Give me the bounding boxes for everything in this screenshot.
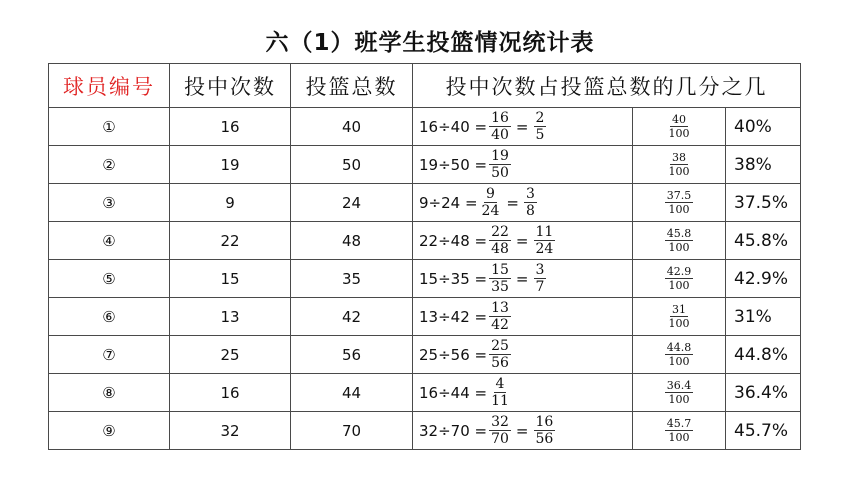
fraction-simple [489, 376, 511, 409]
calculation-cell [413, 260, 633, 298]
fraction-hundredths-denominator: 100 [668, 431, 690, 444]
fraction-simple [489, 300, 511, 333]
fraction-reduced-denominator: 56 [535, 431, 554, 447]
hundredths-cell [633, 336, 726, 374]
made-count-cell: 16 [170, 374, 291, 412]
fraction-reduced [534, 224, 556, 257]
total-shots-cell: 50 [291, 146, 413, 184]
fraction-reduced-denominator: 7 [535, 279, 545, 295]
fraction-hundredths [667, 151, 692, 178]
percent-cell: 44.8% [726, 336, 801, 374]
hundredths-cell [633, 298, 726, 336]
hundredths-cell [633, 222, 726, 260]
fraction-reduced-numerator: 16 [535, 414, 554, 430]
fraction-hundredths-numerator: 37.5 [666, 189, 692, 202]
fraction-simple-numerator: 9 [486, 186, 495, 202]
table-row [49, 146, 801, 184]
made-count-cell: 13 [170, 298, 291, 336]
table-row [49, 184, 801, 222]
fraction-simple [489, 338, 511, 371]
calculation-cell [413, 184, 633, 222]
division-expression: 16÷40 = [419, 117, 488, 136]
player-number-cell: ② [49, 146, 170, 184]
fraction-simple-denominator: 24 [481, 203, 500, 219]
table-row [49, 336, 801, 374]
division-expression: 16÷44 = [419, 383, 488, 402]
player-number-cell: ⑨ [49, 412, 170, 450]
hundredths-cell [633, 260, 726, 298]
total-shots-cell: 42 [291, 298, 413, 336]
equals-sign: = [515, 231, 529, 250]
fraction-simple [480, 186, 502, 219]
fraction-hundredths-denominator: 100 [668, 317, 690, 330]
calculation [419, 336, 632, 373]
percent-cell: 45.7% [726, 412, 801, 450]
fraction-simple-numerator: 32 [491, 414, 509, 430]
division-expression: 9÷24 = [419, 193, 478, 212]
hundredths-cell [633, 374, 726, 412]
player-number-cell: ① [49, 108, 170, 146]
fraction-reduced-numerator: 2 [535, 110, 545, 126]
fraction-simple-denominator: 40 [491, 127, 509, 143]
made-count-cell: 32 [170, 412, 291, 450]
fraction-hundredths-denominator: 100 [668, 165, 690, 178]
header-total-shots: 投篮总数 [291, 64, 413, 108]
calculation [419, 222, 632, 259]
statistics-table [48, 63, 801, 450]
fraction-reduced-denominator: 5 [535, 127, 545, 143]
player-number-cell: ③ [49, 184, 170, 222]
table-row [49, 374, 801, 412]
made-count-cell: 15 [170, 260, 291, 298]
fraction-simple-denominator: 50 [491, 165, 509, 181]
calculation-cell [413, 412, 633, 450]
percent-cell: 31% [726, 298, 801, 336]
fraction-hundredths-denominator: 100 [668, 279, 690, 292]
percent-cell: 42.9% [726, 260, 801, 298]
fraction-hundredths [665, 341, 694, 368]
fraction-simple [489, 262, 511, 295]
table-row [49, 108, 801, 146]
fraction-reduced-numerator: 11 [535, 224, 554, 240]
fraction-simple-denominator: 11 [491, 393, 509, 409]
fraction-reduced-numerator: 3 [535, 262, 545, 278]
made-count-cell: 9 [170, 184, 291, 222]
made-count-cell: 22 [170, 222, 291, 260]
fraction-simple-numerator: 25 [491, 338, 509, 354]
made-count-cell: 19 [170, 146, 291, 184]
division-expression: 13÷42 = [419, 307, 488, 326]
fraction-simple-numerator: 13 [491, 300, 509, 316]
fraction-simple-numerator: 15 [491, 262, 509, 278]
fraction-hundredths-numerator: 31 [672, 303, 686, 316]
fraction-simple-numerator: 22 [491, 224, 509, 240]
hundredths-cell [633, 108, 726, 146]
table-row [49, 260, 801, 298]
total-shots-cell: 44 [291, 374, 413, 412]
percent-cell: 36.4% [726, 374, 801, 412]
total-shots-cell: 70 [291, 412, 413, 450]
fraction-hundredths [665, 227, 694, 254]
fraction-simple-numerator: 4 [495, 376, 505, 392]
fraction-hundredths-denominator: 100 [668, 355, 690, 368]
percent-cell: 40% [726, 108, 801, 146]
fraction-hundredths-numerator: 36.4 [666, 379, 692, 392]
calculation-cell [413, 222, 633, 260]
player-number-cell: ⑧ [49, 374, 170, 412]
fraction-hundredths-denominator: 100 [668, 203, 690, 216]
total-shots-cell: 40 [291, 108, 413, 146]
division-expression: 15÷35 = [419, 269, 488, 288]
equals-sign: = [515, 117, 529, 136]
fraction-hundredths [665, 417, 694, 444]
calculation-cell [413, 374, 633, 412]
fraction-hundredths-numerator: 38 [672, 151, 686, 164]
total-shots-cell: 48 [291, 222, 413, 260]
fraction-hundredths-denominator: 100 [668, 241, 690, 254]
fraction-hundredths-numerator: 42.9 [666, 265, 692, 278]
page-title: 六（1）班学生投篮情况统计表 [265, 30, 595, 56]
fraction-simple [489, 110, 511, 143]
player-number-cell: ④ [49, 222, 170, 260]
calculation [419, 146, 632, 183]
fraction-simple-denominator: 42 [491, 317, 509, 333]
division-expression: 25÷56 = [419, 345, 488, 364]
fraction-simple [489, 224, 511, 257]
calculation [419, 412, 632, 449]
fraction-simple-denominator: 56 [491, 355, 509, 371]
fraction-reduced-numerator: 3 [525, 186, 535, 202]
header-player-number: 球员编号 [49, 64, 170, 108]
fraction-hundredths [665, 379, 694, 406]
hundredths-cell [633, 412, 726, 450]
calculation [419, 298, 632, 335]
header-row [49, 64, 801, 108]
total-shots-cell: 35 [291, 260, 413, 298]
calculation-cell [413, 298, 633, 336]
player-number-cell: ⑥ [49, 298, 170, 336]
percent-cell: 37.5% [726, 184, 801, 222]
calculation-cell [413, 336, 633, 374]
fraction-reduced-denominator: 24 [535, 241, 554, 257]
equals-sign: = [515, 421, 529, 440]
division-expression: 32÷70 = [419, 421, 488, 440]
header-fraction: 投中次数占投篮总数的几分之几 [413, 64, 801, 108]
fraction-hundredths [667, 303, 692, 330]
fraction-simple-denominator: 70 [491, 431, 509, 447]
fraction-simple-numerator: 19 [491, 148, 509, 164]
fraction-reduced [534, 262, 547, 295]
player-number-cell: ⑤ [49, 260, 170, 298]
table-row [49, 412, 801, 450]
made-count-cell: 16 [170, 108, 291, 146]
hundredths-cell [633, 146, 726, 184]
fraction-hundredths [667, 113, 692, 140]
total-shots-cell: 24 [291, 184, 413, 222]
made-count-cell: 25 [170, 336, 291, 374]
fraction-hundredths-numerator: 45.7 [666, 417, 692, 430]
division-expression: 22÷48 = [419, 231, 488, 250]
fraction-hundredths-numerator: 44.8 [666, 341, 692, 354]
calculation [419, 374, 632, 411]
calculation-cell [413, 146, 633, 184]
percent-cell: 38% [726, 146, 801, 184]
fraction-hundredths [665, 189, 694, 216]
player-number-cell: ⑦ [49, 336, 170, 374]
calculation [419, 260, 632, 297]
calculation [419, 184, 632, 221]
division-expression: 19÷50 = [419, 155, 488, 174]
fraction-simple [489, 414, 511, 447]
fraction-hundredths-denominator: 100 [668, 393, 690, 406]
table-row [49, 222, 801, 260]
total-shots-cell: 56 [291, 336, 413, 374]
equals-sign: = [515, 269, 529, 288]
fraction-reduced-denominator: 8 [525, 203, 535, 219]
fraction-simple [489, 148, 511, 181]
fraction-simple-numerator: 16 [491, 110, 509, 126]
table-row [49, 298, 801, 336]
hundredths-cell [633, 184, 726, 222]
fraction-hundredths-numerator: 45.8 [666, 227, 692, 240]
fraction-simple-denominator: 48 [491, 241, 509, 257]
fraction-reduced [524, 186, 537, 219]
fraction-reduced [534, 110, 547, 143]
equals-sign: = [506, 193, 519, 212]
fraction-hundredths [665, 265, 694, 292]
percent-cell: 45.8% [726, 222, 801, 260]
header-made-count: 投中次数 [170, 64, 291, 108]
fraction-reduced [534, 414, 556, 447]
calculation-cell [413, 108, 633, 146]
fraction-hundredths-denominator: 100 [668, 127, 690, 140]
fraction-simple-denominator: 35 [491, 279, 509, 295]
calculation [419, 108, 632, 145]
fraction-hundredths-numerator: 40 [672, 113, 686, 126]
